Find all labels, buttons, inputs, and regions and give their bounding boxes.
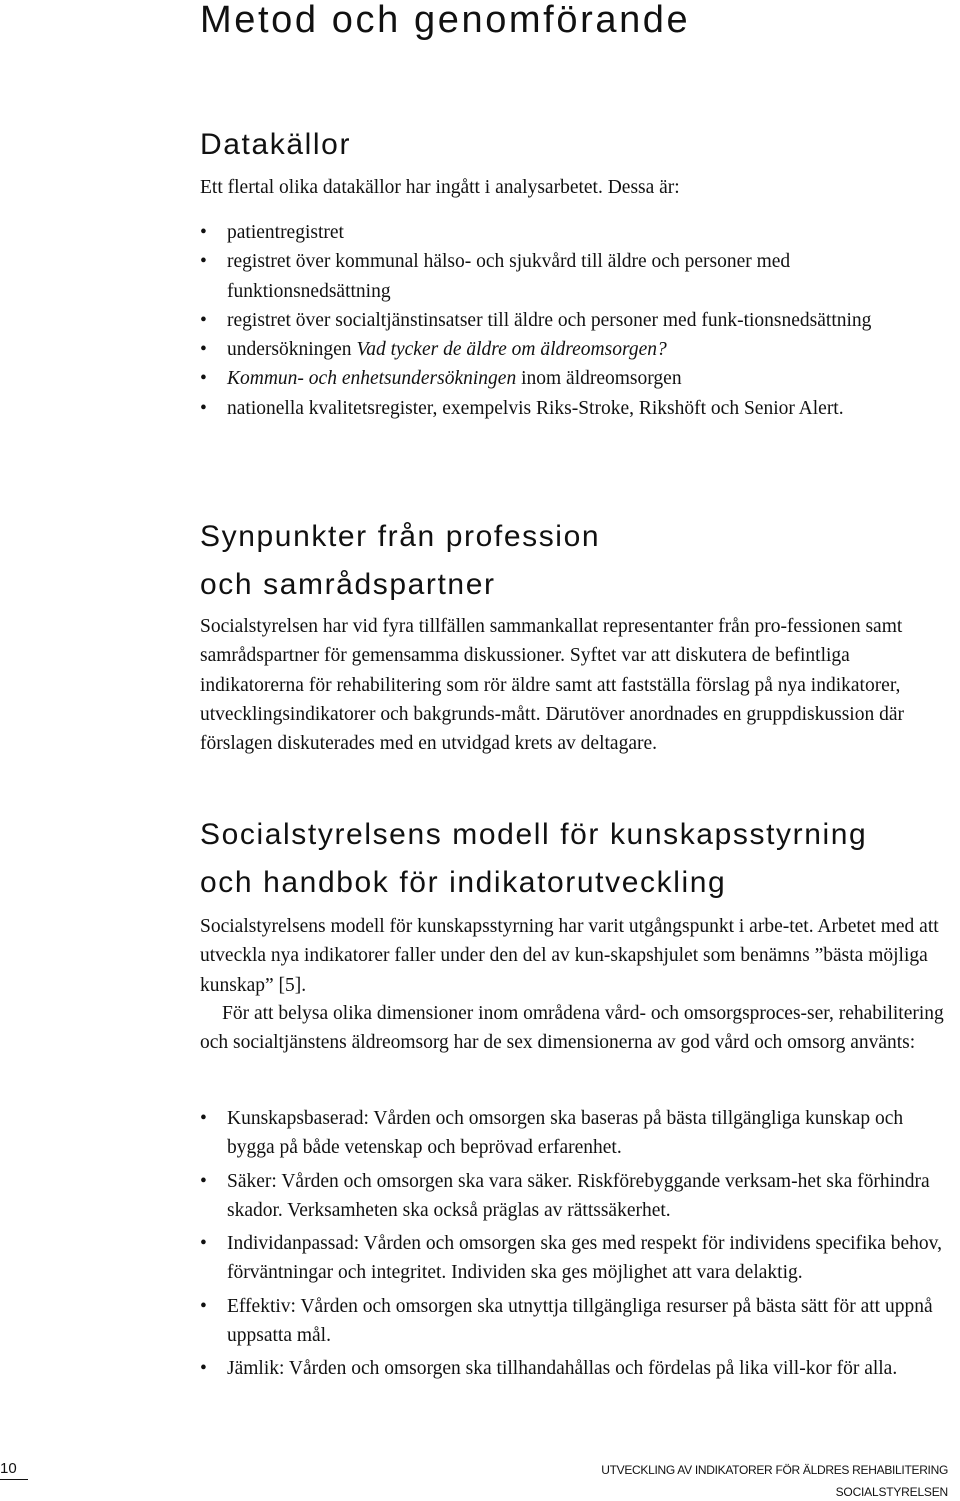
page-title: Metod och genomförande	[200, 0, 691, 41]
list-item: • registret över socialtjänstinsatser till äldre och personer med funk-tionsnedsättning	[200, 306, 948, 335]
footer-doc-title: UTVECKLING AV INDIKATORER FÖR ÄLDRES REHABILITERING	[601, 1463, 948, 1477]
list-item: • nationella kvalitetsregister, exempelvis Riks-Stroke, Rikshöft och Senior Alert.	[200, 394, 948, 423]
footer-org: SOCIALSTYRELSEN	[835, 1485, 948, 1499]
list-item: • Kommun- och enhetsundersökningen inom äldreomsorgen	[200, 364, 948, 393]
list-item: • Individanpassad: Vården och omsorgen ska ges med respekt för individens specifika behov, förväntningar och integritet. Individen ska ges möjlighet att vara delaktig.	[200, 1229, 948, 1288]
synpunkter-paragraph: Socialstyrelsen har vid fyra tillfällen sammankallat representanter från pro-fessionen samt samrådspartner för gemensamma diskussioner. Syftet var att diskutera de befintliga indikatorerna för rehabilitering som rör äldre samt att fastställa förslag på nya indikatorer, utvecklingsindikatorer och bakgrunds-mått. Därutöver anordnades en gruppdiskussion där förslagen diskuterades med en utvidgad krets av deltagare.	[200, 616, 904, 755]
list-item: • Kunskapsbaserad: Vården och omsorgen ska baseras på bästa tillgängliga kunskap och bygga på både vetenskap och beprövad erfarenhet.	[200, 1104, 948, 1163]
datakallor-intro: Ett flertal olika datakällor har ingått i analysarbetet. Dessa är:	[200, 177, 680, 198]
modell-paragraph-2: För att belysa olika dimensioner inom områdena vård- och omsorgsproces-ser, rehabilitering och socialtjänstens äldreomsorg har de sex dimensionerna av god vård och omsorg använts:	[200, 1003, 944, 1054]
list-item: • Effektiv: Vården och omsorgen ska utnyttja tillgängliga resurser på bästa sätt för att uppnå uppsatta mål.	[200, 1292, 948, 1351]
section-heading-synpunkter-line2: och samrådspartner	[200, 568, 496, 601]
datakallor-list	[200, 218, 948, 423]
list-item: • Säker: Vården och omsorgen ska vara säker. Riskförebyggande verksam-het ska förhindra skador. Verksamheten ska också präglas av rättssäkerhet.	[200, 1167, 948, 1226]
section-heading-modell-line2: och handbok för indikatorutveckling	[200, 866, 727, 899]
footer-rule	[0, 1479, 28, 1480]
section-heading-datakallor: Datakällor	[200, 128, 352, 161]
list-item: • Jämlik: Vården och omsorgen ska tillhandahållas och fördelas på lika vill-kor för alla.	[200, 1354, 948, 1383]
section-heading-modell-line1: Socialstyrelsens modell för kunskapsstyrning	[200, 818, 868, 851]
section-heading-synpunkter-line1: Synpunkter från profession	[200, 520, 601, 553]
list-item: • patientregistret	[200, 218, 948, 247]
dimensions-list	[200, 1104, 948, 1384]
modell-paragraph-1: Socialstyrelsens modell för kunskapsstyrning har varit utgångspunkt i arbe-tet. Arbetet med att utveckla nya indikatorer faller under den del av kun-skapshjulet som benämns ”bästa möjliga kunskap” [5].	[200, 916, 939, 996]
page-number: 10	[0, 1460, 17, 1477]
list-item: • undersökningen Vad tycker de äldre om äldreomsorgen?	[200, 335, 948, 364]
list-item: • registret över kommunal hälso- och sjukvård till äldre och personer med funktionsnedsättning	[200, 247, 948, 306]
